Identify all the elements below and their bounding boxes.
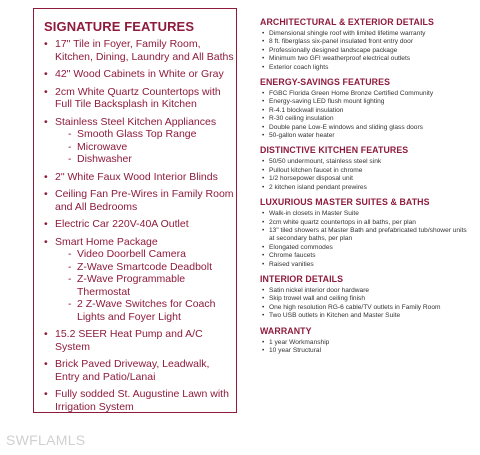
feature-section [260, 145, 474, 192]
section-list-item: • 8 ft. fiberglass six-panel insulated front entry door [260, 38, 474, 46]
feature-section [260, 197, 474, 269]
signature-feature-subitem: - Z-Wave Smartcode Deadbolt [68, 261, 236, 274]
feature-section [260, 77, 474, 140]
section-list-item: • 10 year Structural [260, 347, 474, 355]
signature-feature-text: 42" Wood Cabinets in White or Gray [55, 68, 224, 80]
section-title: WARRANTY [260, 325, 312, 336]
signature-feature-subitem: - Microwave [68, 141, 236, 154]
signature-features-box [33, 8, 237, 413]
signature-feature-subitem: - Dishwasher [68, 153, 236, 166]
section-list-item: • 1/2 horsepower disposal unit [260, 175, 474, 183]
signature-feature-item [44, 328, 236, 353]
section-list-item: • Dimensional shingle roof with limited lifetime warranty [260, 30, 474, 38]
signature-feature-item [44, 171, 236, 184]
section-list-item: • Energy-saving LED flush mount lighting [260, 98, 474, 106]
section-title: LUXURIOUS MASTER SUITES & BATHS [260, 197, 430, 208]
section-title: INTERIOR DETAILS [260, 273, 344, 284]
section-list-item: • Skip trowel wall and ceiling finish [260, 295, 474, 303]
section-list [260, 210, 474, 269]
section-list-item: • 1 year Workmanship [260, 339, 474, 347]
signature-feature-text: Stainless Steel Kitchen Appliances [55, 115, 217, 128]
signature-feature-sublist [55, 128, 236, 166]
section-list-item: • 13" tiled showers at Master Bath and prefabricated tub/shower units at secondary baths, per plan [260, 227, 474, 244]
signature-feature-subitem: - Smooth Glass Top Range [68, 128, 236, 141]
section-list-item: • Raised vanities [260, 261, 474, 269]
section-list-item: • Two USB outlets in Kitchen and Master Suite [260, 312, 474, 320]
signature-feature-item [44, 236, 236, 324]
signature-feature-sublist [55, 248, 236, 323]
section-title: ARCHITECTURAL & EXTERIOR DETAILS [260, 17, 434, 27]
watermark: SWFLAMLS [6, 432, 86, 448]
signature-features-title: SIGNATURE FEATURES [44, 19, 195, 34]
signature-feature-text: 2" White Faux Wood Interior Blinds [55, 170, 218, 183]
section-list [260, 30, 474, 72]
signature-feature-subitem: - 2 Z-Wave Switches for Coach Lights and Foyer Light [68, 298, 236, 323]
section-list-item: • Satin nickel interior door hardware [260, 287, 474, 295]
section-title: ENERGY-SAVINGS FEATURES [260, 77, 391, 88]
section-list-item: • R-30 ceiling insulation [260, 115, 474, 123]
section-list [260, 90, 474, 140]
signature-feature-text: Fully sodded St. Augustine Lawn with Irrigation System [55, 388, 229, 413]
signature-feature-item [44, 86, 236, 111]
section-list-item: • One high resolution RG-6 cable/TV outlets in Family Room [260, 304, 474, 312]
section-list-item: • Pullout kitchen faucet in chrome [260, 167, 474, 175]
signature-feature-item [44, 218, 236, 231]
signature-feature-subitem: - Video Doorbell Camera [68, 248, 236, 261]
section-list-item: • FGBC Florida Green Home Bronze Certified Community [260, 90, 474, 98]
section-list-item: • R-4.1 blockwall insulation [260, 107, 474, 115]
signature-feature-item [44, 358, 236, 383]
signature-feature-subitem: - Z-Wave Programmable Thermostat [68, 273, 236, 298]
feature-sections [260, 17, 474, 360]
section-list-item: • Exterior coach lights [260, 64, 474, 72]
signature-feature-item [44, 388, 236, 413]
section-list-item: • 2cm white quartz countertops in all baths, per plan [260, 219, 474, 227]
feature-section [260, 326, 474, 356]
section-list-item: • 50-gallon water heater [260, 132, 474, 140]
signature-feature-text: Electric Car 220V-40A Outlet [55, 218, 189, 230]
section-list-item: • Double pane Low-E windows and sliding glass doors [260, 124, 474, 132]
signature-feature-text: Ceiling Fan Pre-Wires in Family Room and All Bedrooms [55, 188, 234, 213]
section-list-item: • Elongated commodes [260, 244, 474, 252]
signature-feature-item [44, 188, 236, 213]
signature-feature-text: Brick Paved Driveway, Leadwalk, Entry and Patio/Lanai [55, 358, 210, 383]
signature-feature-item [44, 116, 236, 166]
section-list-item: • Professionally designed landscape package [260, 47, 474, 55]
section-list-item: • Minimum two GFI weatherproof electrical outlets [260, 55, 474, 63]
section-list [260, 287, 474, 321]
section-list [260, 158, 474, 192]
signature-feature-item [44, 38, 236, 63]
feature-section [260, 274, 474, 321]
section-list-item: • 2 kitchen island pendant prewires [260, 184, 474, 192]
section-list-item: • Chrome faucets [260, 252, 474, 260]
signature-feature-text: 15.2 SEER Heat Pump and A/C System [55, 328, 203, 353]
signature-feature-item [44, 68, 236, 81]
feature-section [260, 17, 474, 72]
section-list [260, 339, 474, 356]
section-list-item: • Walk-in closets in Master Suite [260, 210, 474, 218]
signature-feature-text: Smart Home Package [55, 235, 158, 248]
signature-feature-text: 2cm White Quartz Countertops with Full Tile Backsplash in Kitchen [55, 85, 221, 110]
signature-features-list [44, 38, 236, 413]
section-list-item: • 50/50 undermount, stainless steel sink [260, 158, 474, 166]
section-title: DISTINCTIVE KITCHEN FEATURES [260, 145, 409, 156]
signature-feature-text: 17" Tile in Foyer, Family Room, Kitchen, Dining, Laundry and All Baths [55, 38, 234, 63]
